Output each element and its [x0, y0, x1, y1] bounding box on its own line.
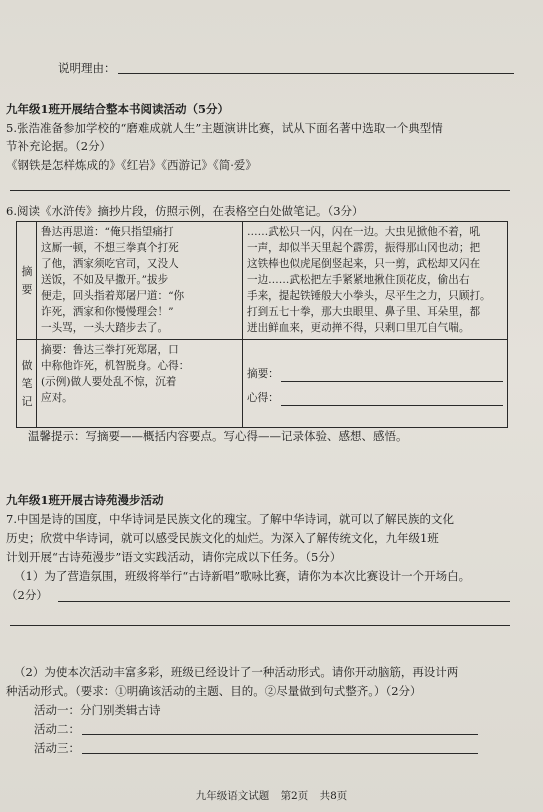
q7-activity2-label: 活动二：: [34, 722, 80, 736]
q6-insight-line[interactable]: [281, 393, 503, 406]
reason-label: 说明理由：: [58, 61, 116, 75]
q6-row-summary: [17, 222, 508, 340]
q6-insight-label: 心得：: [247, 391, 279, 404]
q5-line2: 节补充论据。（2分）: [6, 139, 112, 153]
section2-title: 九年级1班开展古诗苑漫步活动: [6, 493, 164, 507]
page-footer: [0, 788, 543, 803]
q6-row2-label-cell: [17, 340, 37, 428]
q7-sub1-line2: （2分）: [6, 588, 48, 602]
footer-total: 共8页: [319, 790, 348, 802]
q6-row1-label-cell: [17, 222, 37, 340]
q7-sub1-answer-line2[interactable]: [10, 625, 510, 626]
q7-sub2-line1: （2）为使本次活动丰富多彩，班级已经设计了一种活动形式。请你开动脑筋，再设计两: [14, 665, 459, 679]
reason-answer-line[interactable]: [118, 73, 514, 74]
q6-row1-left: 鲁达再思道：“俺只指望痛打 这厮一顿，不想三拳真个打死 了他，洒家须吃官司，又没人 送饭，不如及早撒开。”拔步 便走，回头指着郑屠尸道：“你 诈死，洒家和你慢慢理会！” 一头骂，一头大踏步去了。: [37, 222, 243, 340]
q7-sub1-line1: （1）为了营造氛围，班级将举行“古诗新唱”歌咏比赛，请你为本次比赛设计一个开场白。: [14, 569, 471, 583]
q5-books: 《钢铁是怎样炼成的》《红岩》《西游记》《简·爱》: [6, 158, 257, 172]
q6-summary-field[interactable]: [247, 366, 503, 382]
q6-row-notes: [17, 340, 508, 428]
q7-line2: 历史；欣赏中华诗词，就可以感受民族文化的灿烂。为深入了解传统文化，九年级1班: [6, 531, 439, 545]
q5-answer-line[interactable]: [10, 190, 510, 191]
q6-row1-label: 摘要: [21, 264, 33, 296]
q7-sub2-line2: 种活动形式。（要求：①明确该活动的主题、目的。②尽量做到句式整齐。）（2分）: [6, 684, 422, 698]
q6-intro: 6.阅读《水浒传》摘抄片段，仿照示例，在表格空白处做笔记。（3分）: [6, 204, 364, 218]
q6-summary-label: 摘要：: [247, 367, 279, 380]
q6-row2-label: 做笔记: [21, 358, 33, 408]
q6-tip: 温馨提示：写摘要——概括内容要点。写心得——记录体验、感想、感悟。: [28, 429, 408, 443]
q7-line3: 计划开展“古诗苑漫步”语文实践活动，请你完成以下任务。（5分）: [6, 550, 342, 564]
q7-line1: 7.中国是诗的国度，中华诗词是民族文化的瑰宝。了解中华诗词，就可以了解民族的文化: [6, 512, 454, 526]
footer-title: 九年级语文试题: [195, 790, 270, 802]
q7-activity2-line[interactable]: [82, 734, 478, 735]
q6-row2-left: 摘要：鲁达三拳打死郑屠，口 中称他诈死，机智脱身。心得： (示例)做人要处乱不惊，沉着 应对。: [37, 340, 243, 428]
q5-line1: 5.张浩准备参加学校的“磨难成就人生”主题演讲比赛，试从下面名著中选取一个典型情: [6, 121, 443, 135]
q7-activity3-label: 活动三：: [34, 741, 80, 755]
section1-title: 九年级1班开展结合整本书阅读活动（5分）: [6, 102, 230, 116]
q6-insight-field[interactable]: [247, 390, 503, 406]
q7-activity3-line[interactable]: [82, 753, 478, 754]
q6-summary-line[interactable]: [281, 369, 503, 382]
q7-activity1: 活动一：分门别类辑古诗: [34, 703, 161, 717]
q6-table: [16, 221, 508, 428]
footer-page: 第2页: [280, 790, 309, 802]
q6-row2-right: [243, 340, 508, 428]
q6-row1-right: ……武松只一闪，闪在一边。大虫见掀他不着，吼 一声，却似半天里起个霹雳，振得那山冈也动；把 这铁棒也似虎尾倒竖起来，只一剪，武松却又闪在 一边……武松把左手紧紧地揪住顶花皮，偷出右 手来，提起铁锤般大小拳头，尽平生之力，只顾打。 打到五七十拳，那大虫眼里、鼻子里、耳朵里，都 迸出鲜血来，更动掸不得，只剩口里兀自气喘。: [243, 222, 508, 340]
q7-sub1-answer-line1[interactable]: [58, 601, 510, 602]
